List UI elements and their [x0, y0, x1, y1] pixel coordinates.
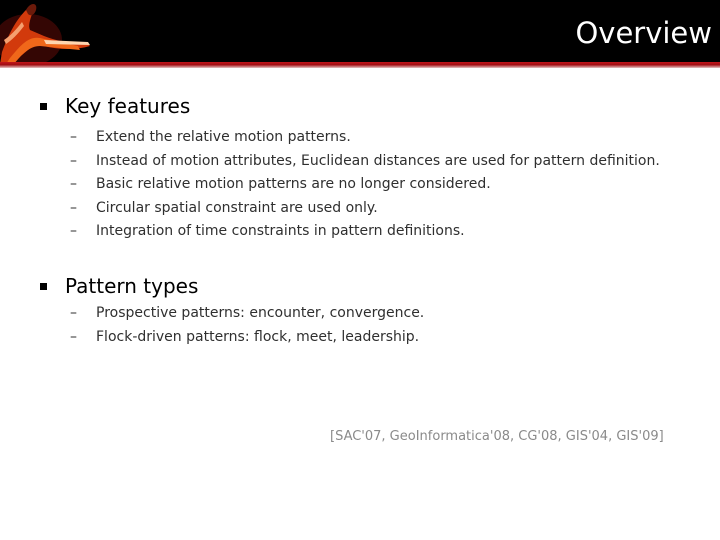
dash-bullet-icon: – [70, 176, 77, 192]
dash-bullet-icon: – [70, 305, 77, 321]
section-heading-label: Key features [65, 94, 191, 118]
slide-header [0, 0, 720, 64]
section-key-features [40, 94, 660, 244]
square-bullet-icon [40, 103, 47, 110]
section-pattern-types [40, 274, 424, 349]
section-heading [40, 274, 424, 298]
header-divider [0, 62, 720, 68]
slide-title: Overview [575, 16, 712, 50]
header-photo [0, 0, 92, 64]
list-item: – Basic relative motion patterns are no longer considered. [40, 173, 660, 197]
list-item: – Flock-driven patterns: flock, meet, leadership. [40, 326, 424, 350]
list-item: – Integration of time constraints in pattern definitions. [40, 220, 660, 244]
dash-bullet-icon: – [70, 199, 77, 216]
dash-bullet-icon: – [70, 129, 77, 145]
square-bullet-icon [40, 283, 47, 290]
dash-bullet-icon: – [70, 223, 77, 239]
list-item: – Prospective patterns: encounter, convergence. [40, 302, 424, 326]
sub-bullet-list [40, 302, 424, 349]
dash-bullet-icon: – [70, 152, 77, 169]
list-item: – Circular spatial constraint are used only. [40, 197, 660, 221]
references-citation: [SAC'07, GeoInformatica'08, CG'08, GIS'04, GIS'09] [330, 429, 664, 444]
dancer-image-icon [0, 0, 92, 64]
section-heading [40, 94, 660, 118]
list-item: – Extend the relative motion patterns. [40, 126, 660, 150]
dash-bullet-icon: – [70, 328, 77, 345]
list-item: – Instead of motion attributes, Euclidean distances are used for pattern definition. [40, 150, 660, 174]
sub-bullet-list [40, 126, 660, 244]
section-heading-label: Pattern types [65, 274, 199, 298]
